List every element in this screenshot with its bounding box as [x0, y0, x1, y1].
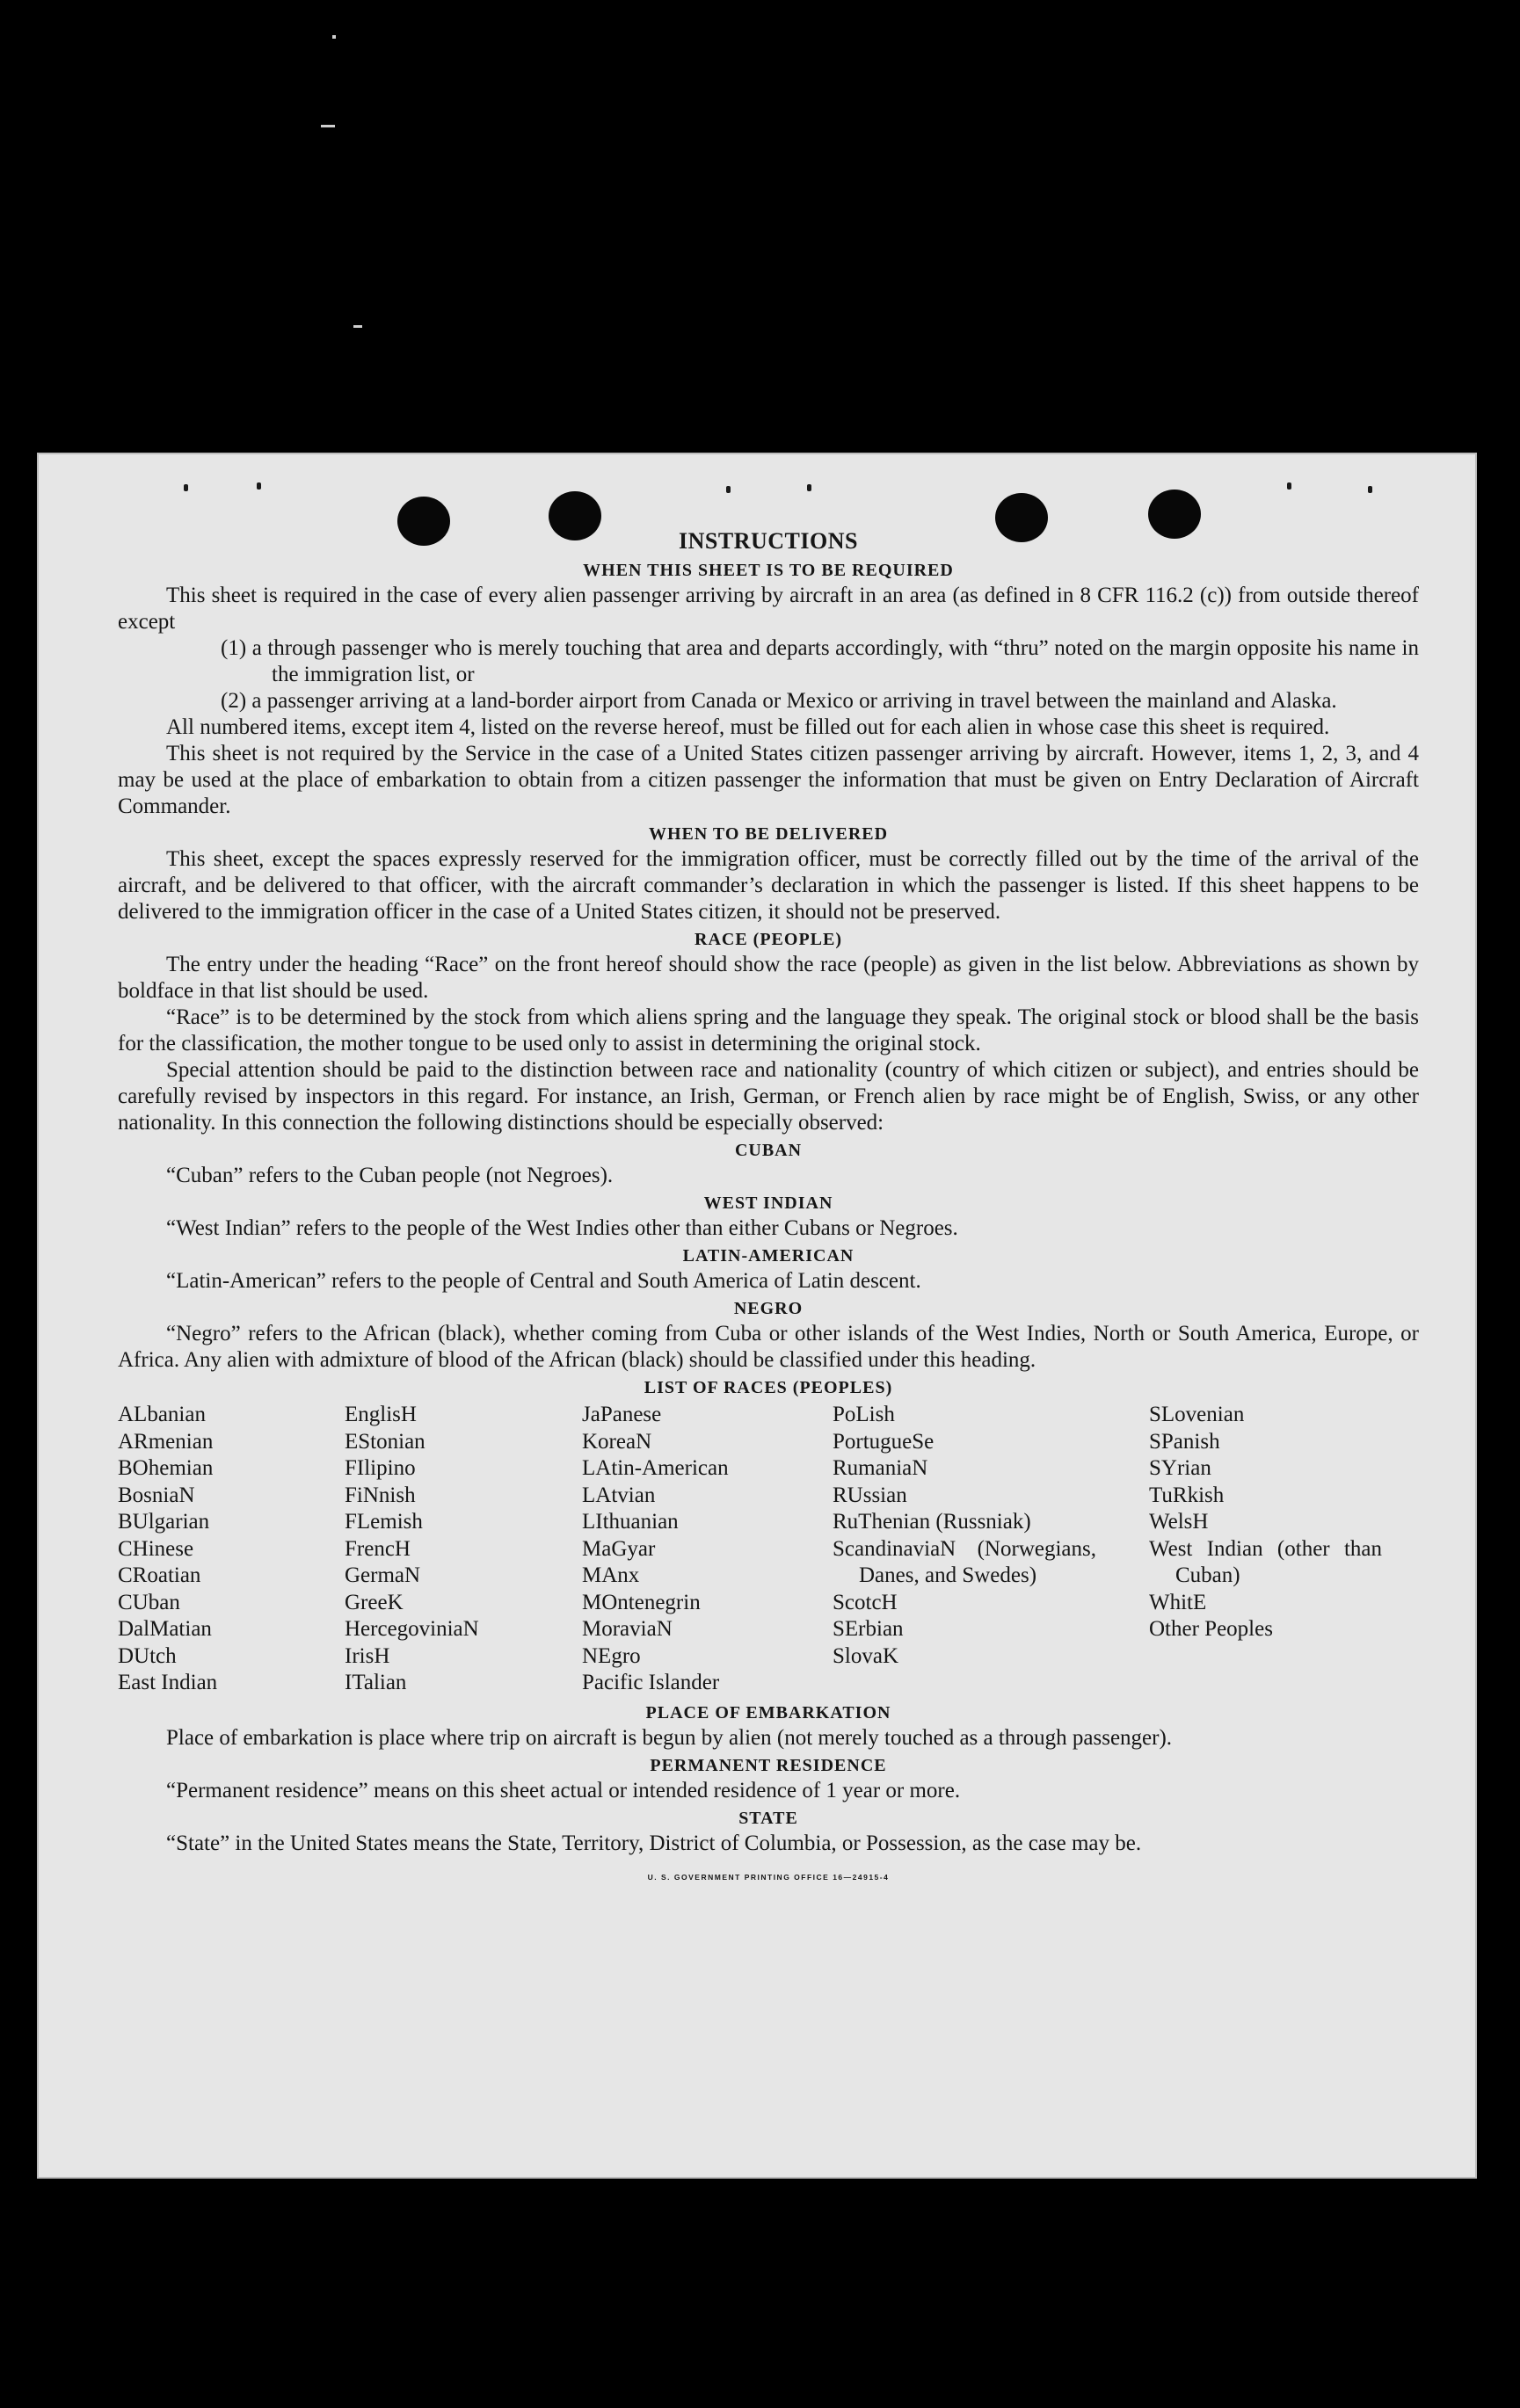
- races-column: [582, 1402, 833, 1697]
- race-entry: ITalian: [345, 1671, 407, 1694]
- race-entry: MAnx: [582, 1563, 640, 1587]
- race-entry: JaPanese: [582, 1403, 662, 1426]
- state-text: “State” in the United States means the State, Territory, District of Columbia, or Possession, as the case may be.: [166, 1831, 1142, 1855]
- race-entry: LAtvian: [582, 1483, 656, 1507]
- heading-embarkation: PLACE OF EMBARKATION: [645, 1702, 891, 1723]
- heading-races-list: LIST OF RACES (PEOPLES): [644, 1378, 893, 1397]
- race-entry: FLemish: [345, 1510, 423, 1534]
- title: INSTRUCTIONS: [679, 528, 858, 554]
- race-entry: FIlipino: [345, 1456, 416, 1480]
- scan-mark: [332, 35, 336, 39]
- race-entry: SPanish: [1149, 1429, 1220, 1454]
- races-table: [118, 1402, 1419, 1697]
- required-item-1: (1) a through passenger who is merely touching that area and departs accordingly, with “thru” noted on the margin opposite his name in the immigration list, or: [221, 636, 1419, 686]
- race-entry: SErbian: [833, 1617, 904, 1641]
- race-entry: ARmenian: [118, 1429, 214, 1454]
- heading-latin-american: LATIN-AMERICAN: [682, 1246, 855, 1266]
- required-intro: This sheet is required in the case of every alien passenger arriving by aircraft in an area (as defined in 8 CFR 116.2 (c)) from outside thereof except: [118, 584, 1419, 634]
- scan-mark: [321, 125, 335, 127]
- required-para-2: All numbered items, except item 4, listed on the reverse hereof, must be filled out for each alien in whose case this sheet is required.: [166, 715, 1330, 739]
- race-entry: BosniaN: [118, 1483, 195, 1507]
- races-column: [833, 1402, 1096, 1697]
- race-entry: CUban: [118, 1590, 180, 1614]
- document-body: [118, 526, 1419, 1890]
- heading-cuban: CUBAN: [734, 1141, 803, 1160]
- race-entry: RumaniaN: [833, 1456, 928, 1480]
- heading-residence: PERMANENT RESIDENCE: [650, 1755, 887, 1775]
- race-entry: ScotcH: [833, 1590, 898, 1614]
- latin-american-text: “Latin-American” refers to the people of Central and South America of Latin descent.: [166, 1269, 921, 1293]
- race-entry: BOhemian: [118, 1456, 214, 1480]
- speck: [726, 486, 731, 493]
- speck: [1287, 482, 1291, 490]
- required-para-3: This sheet is not required by the Service in the case of a United States citizen passenger arriving by aircraft. However, items 1, 2, 3, and 4 may be used at the place of embarkation to obtain from a citizen passenger the information that must be given on Entry Declaration of Aircraft Commander.: [118, 742, 1419, 818]
- race-entry: FiNnish: [345, 1483, 416, 1507]
- race-entry: SlovaK: [833, 1643, 898, 1668]
- race-para-2: “Race” is to be determined by the stock from which aliens spring and the language they speak. The original stock or blood shall be the basis for the classification, the mother tongue to be used only to assist in determining the original stock.: [118, 1005, 1419, 1055]
- race-entry: LAtin-American: [582, 1456, 729, 1480]
- race-entry: CHinese: [118, 1536, 194, 1561]
- heading-required: WHEN THIS SHEET IS TO BE REQUIRED: [583, 561, 954, 580]
- race-entry: FrencH: [345, 1536, 411, 1561]
- race-entry: DalMatian: [118, 1617, 212, 1641]
- race-entry: KoreaN: [582, 1429, 652, 1454]
- races-column: [118, 1402, 345, 1697]
- race-entry: RUssian: [833, 1483, 907, 1507]
- race-entry: TuRkish: [1149, 1483, 1225, 1507]
- race-entry: PortugueSe: [833, 1429, 935, 1454]
- race-para-1: The entry under the heading “Race” on the front hereof should show the race (people) as given in the list below. Abbreviations as shown by boldface in that list should be used.: [118, 953, 1419, 1003]
- races-column: [1149, 1402, 1382, 1697]
- required-item-2: (2) a passenger arriving at a land-border airport from Canada or Mexico or arriving in travel between the mainland and Alaska.: [221, 689, 1337, 713]
- race-entry: SYrian: [1149, 1456, 1211, 1480]
- residence-text: “Permanent residence” means on this sheet actual or intended residence of 1 year or more.: [166, 1778, 961, 1802]
- race-entry: EnglisH: [345, 1403, 417, 1426]
- cuban-text: “Cuban” refers to the Cuban people (not Negroes).: [166, 1164, 614, 1187]
- race-entry: WhitE: [1149, 1590, 1207, 1614]
- race-entry: MoraviaN: [582, 1617, 673, 1641]
- speck: [257, 482, 261, 490]
- race-entry: ScandinaviaN (Norwegians, Danes, and Swedes): [833, 1536, 1096, 1587]
- race-entry: WelsH: [1149, 1510, 1209, 1534]
- race-entry: PoLish: [833, 1403, 895, 1426]
- race-entry: NEgro: [582, 1643, 641, 1668]
- race-entry: BUlgarian: [118, 1510, 210, 1534]
- race-entry: Other Peoples: [1149, 1617, 1273, 1641]
- speck: [807, 484, 811, 491]
- heading-west-indian: WEST INDIAN: [703, 1193, 833, 1213]
- race-entry: ALbanian: [118, 1403, 206, 1426]
- race-para-3: Special attention should be paid to the distinction between race and nationality (country of which citizen or subject), and entries should be carefully revised by inspectors in this regard. For instance, an Irish, German, or French alien by race might be of English, Swiss, or any other nationality. In this connection the following distinctions should be especially observed:: [118, 1058, 1419, 1135]
- embarkation-text: Place of embarkation is place where trip on aircraft is begun by alien (not merely touched as a through passenger).: [166, 1725, 1173, 1750]
- race-entry: Pacific Islander: [582, 1671, 720, 1694]
- heading-race: RACE (PEOPLE): [695, 930, 842, 949]
- document-sheet: [37, 453, 1477, 2179]
- heading-delivered: WHEN TO BE DELIVERED: [648, 824, 889, 844]
- speck: [184, 484, 188, 491]
- negro-text: “Negro” refers to the African (black), whether coming from Cuba or other islands of the West Indies, North or South America, Europe, or Africa. Any alien with admixture of blood of the African (black) should be classified under this heading.: [118, 1322, 1419, 1372]
- race-entry: West Indian (other than Cuban): [1149, 1536, 1382, 1587]
- race-entry: SLovenian: [1149, 1403, 1245, 1426]
- race-entry: GreeK: [345, 1590, 404, 1614]
- race-entry: EStonian: [345, 1429, 425, 1454]
- heading-negro: NEGRO: [733, 1299, 804, 1318]
- race-entry: MOntenegrin: [582, 1590, 701, 1614]
- printing-office-footer: U. S. GOVERNMENT PRINTING OFFICE 16—24915-4: [647, 1872, 890, 1882]
- race-entry: GermaN: [345, 1563, 421, 1587]
- west-indian-text: “West Indian” refers to the people of the West Indies other than either Cubans or Negroes.: [166, 1216, 958, 1240]
- races-column: [345, 1402, 582, 1697]
- race-entry: RuThenian (Russniak): [833, 1510, 1031, 1534]
- delivered-text: This sheet, except the spaces expressly reserved for the immigration officer, must be correctly filled out by the time of the arrival of the aircraft, and be delivered to that officer, with the aircraft commander’s declaration in which the passenger is listed. If this sheet happens to be delivered to the immigration officer in the case of a United States citizen, it should not be preserved.: [118, 847, 1419, 924]
- race-entry: East Indian: [118, 1671, 218, 1694]
- speck: [1368, 486, 1372, 493]
- race-entry: CRoatian: [118, 1563, 201, 1587]
- race-entry: HercegoviniaN: [345, 1617, 479, 1641]
- heading-state: STATE: [738, 1808, 798, 1828]
- race-entry: IrisH: [345, 1643, 390, 1668]
- race-entry: LIthuanian: [582, 1510, 679, 1534]
- race-entry: MaGyar: [582, 1536, 656, 1561]
- scan-mark: [353, 325, 362, 328]
- race-entry: DUtch: [118, 1643, 177, 1668]
